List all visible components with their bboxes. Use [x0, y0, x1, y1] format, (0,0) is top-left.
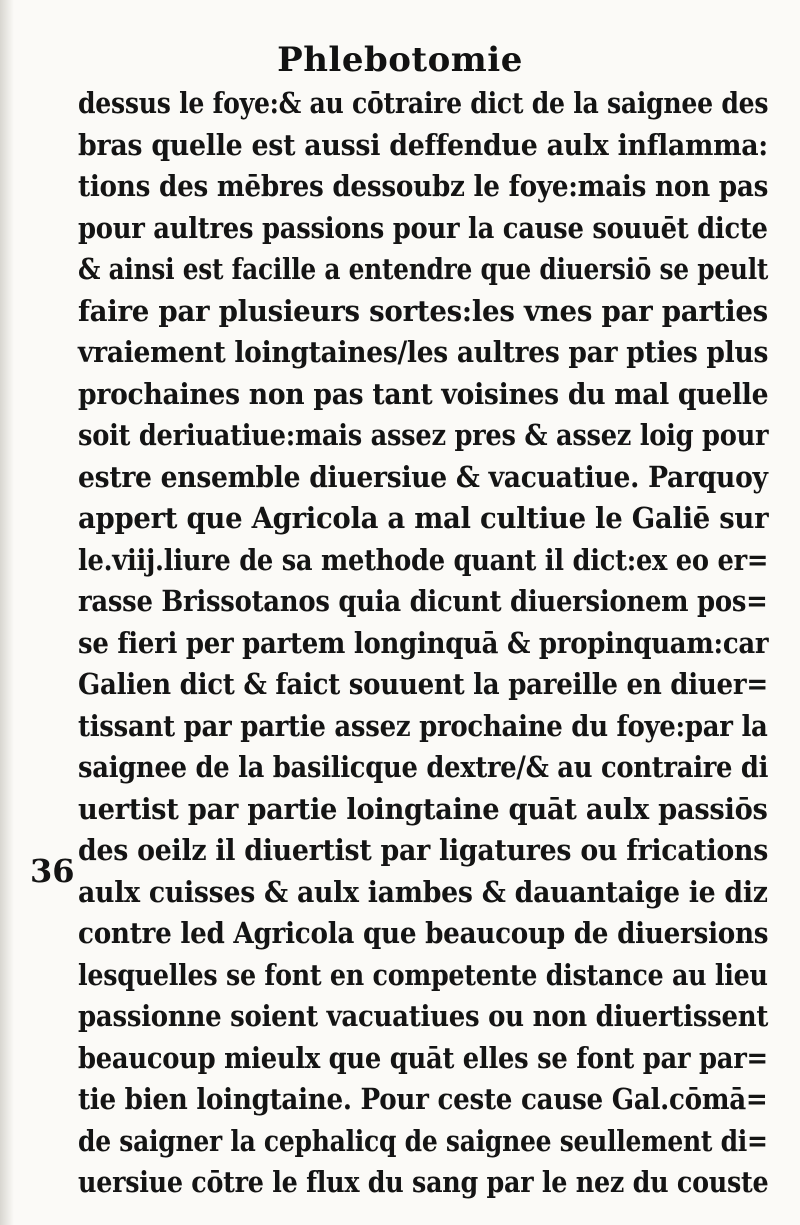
text-line: pour aultres passions pour la cause souuēt dicte — [78, 210, 768, 245]
text-line: prochaines non pas tant voisines du mal quelle — [78, 376, 769, 411]
text-line: contre led Agricola que beaucoup de diuersions — [78, 916, 769, 950]
text-line: uersiue cōtre le flux du sang par le nez du couste — [78, 1165, 769, 1199]
text-line: vraiement loingtaines/les aultres par pties plus — [78, 335, 769, 369]
text-block — [78, 83, 768, 1204]
page-gutter-shadow — [0, 0, 14, 1225]
text-line: tie bien loingtaine. Pour ceste cause Gal.cōmā= — [78, 1082, 768, 1116]
text-line: lesquelles se font en competente distance au lieu — [78, 957, 768, 992]
text-line: des oeilz il diuertist par ligatures ou frications — [78, 833, 769, 867]
text-line: passionne soient vacuatiues ou non diuertissent — [78, 999, 769, 1033]
running-head: Phlebotomie — [277, 40, 523, 80]
text-line: se fieri per partem longinquā & propinquam:car — [78, 625, 769, 660]
text-line: Galien dict & faict souuent la pareille en diuer= — [78, 667, 768, 701]
text-line: uertist par partie loingtaine quāt aulx passiōs — [78, 791, 768, 826]
text-line: saignee de la basilicque dextre/& au contraire di — [78, 750, 769, 784]
text-line: soit deriuatiue:mais assez pres & assez loig pour — [78, 418, 769, 452]
text-line: estre ensemble diuersiue & vacuatiue. Parquoy — [78, 459, 768, 494]
text-line: faire par plusieurs sortes:les vnes par parties — [78, 293, 768, 328]
text-line: bras quelle est aussi deffendue aulx inflamma: — [78, 127, 768, 162]
text-line: & ainsi est facille a entendre que diuersiō se peult — [78, 252, 769, 286]
text-line: beaucoup mieulx que quāt elles se font par par= — [78, 1040, 768, 1075]
text-line: appert que Agricola a mal cultiue le Galiē sur — [78, 501, 769, 535]
margin-number: 36 — [30, 852, 75, 890]
text-line: aulx cuisses & aulx iambes & dauantaige ie diz — [78, 874, 768, 909]
text-line: le.viij.liure de sa methode quant il dict:ex eo er= — [78, 542, 769, 577]
text-line: tissant par partie assez prochaine du foye:par la — [78, 708, 768, 743]
text-line: rasse Brissotanos quia dicunt diuersionem pos= — [78, 584, 768, 618]
text-line: de saigner la cephalicq de saignee seullement di= — [78, 1123, 768, 1158]
text-line: tions des mēbres dessoubz le foye:mais non pas — [78, 169, 769, 203]
text-line: dessus le foye:& au cōtraire dict de la saignee des — [78, 86, 769, 120]
